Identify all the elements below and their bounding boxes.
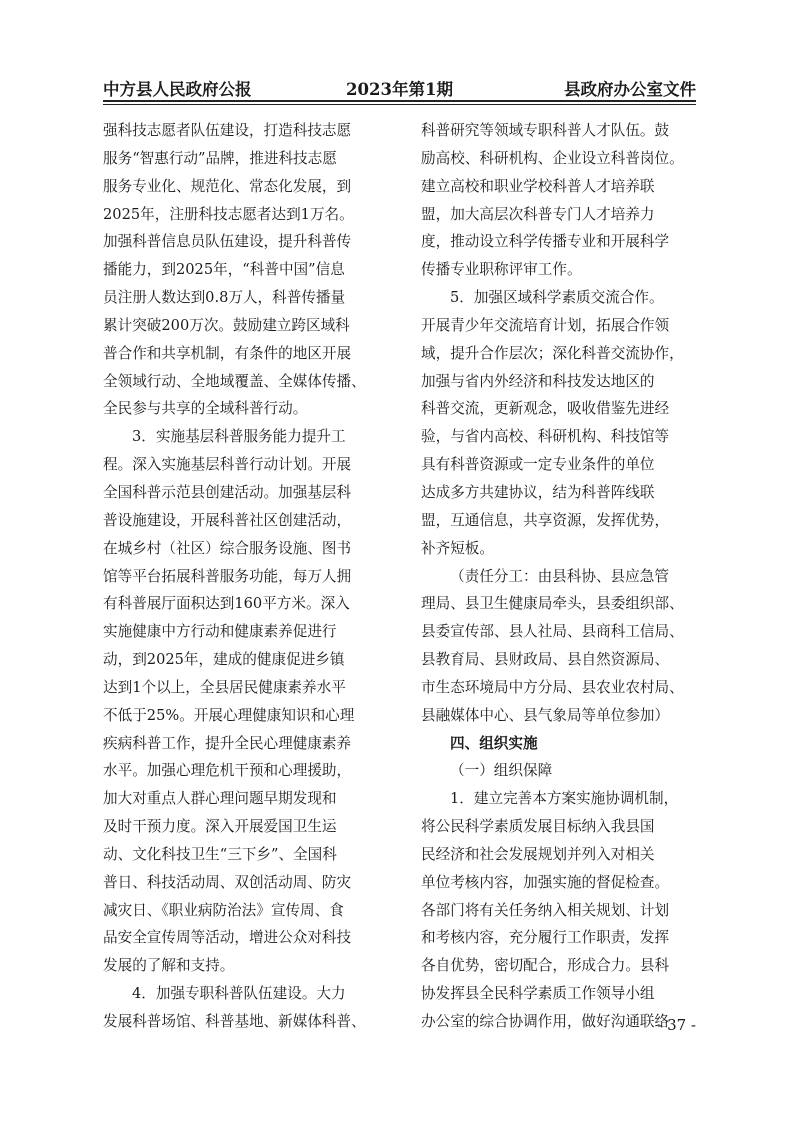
text-line: 播能力，到2025年，“科普中国”信息 [103,261,345,279]
paragraph-volunteers-continued [103,117,383,423]
text-line: 普设施建设，开展科普社区创建活动， [103,511,352,529]
text-line: 普日、科技活动周、双创活动周、防灾 [103,873,352,891]
header-section: 县政府办公室文件 [564,80,696,99]
text-line: 发展的了解和支持。 [103,957,235,975]
header-issue: 2023年第1期 [346,80,453,99]
text-line: 盟，互通信息，共享资源，发挥优势， [421,511,670,529]
text-line: 办公室的综合协调作用，做好沟通联络 [421,1013,670,1030]
text-line: 达成多方共建协议，结为科普阵线联 [421,483,655,501]
text-line: 开展青少年交流培育计划，拓展合作领 [421,316,670,334]
text-line: 和考核内容，充分履行工作职责，发挥 [421,929,670,947]
text-line: 补齐短板。 [421,539,494,557]
text-line: 盟，加大高层次科普专门人才培养力 [421,205,655,223]
text-line: 全民参与共享的全域科普行动。 [103,400,308,418]
text-line: 不低于25%。开展心理健康知识和心理 [103,706,355,724]
paragraph-responsibility [421,563,701,730]
text-line: 县教育局、县财政局、县自然资源局、 [421,651,670,669]
text-line: 验，与省内高校、科研机构、科技馆等 [421,428,670,446]
paragraph-item-3 [103,423,383,980]
text-line: 动、文化科技卫生“三下乡”、全国科 [103,845,337,863]
header-rule-thin [103,104,696,105]
paragraph-org-item-1 [421,785,701,1036]
section-heading [421,730,701,758]
text-line: 具有科普资源或一定专业条件的单位 [421,456,655,474]
text-line: 品安全宣传周等活动，增进公众对科技 [103,929,352,947]
text-line: 在城乡村（社区）综合服务设施、图书 [103,539,352,557]
text-line: 科普交流，更新观念，吸收借鉴先进经 [421,400,670,418]
text-line: 县委宣传部、县人社局、县商科工信局、 [421,623,684,641]
text-line: 实施健康中方行动和健康素养促进行 [103,623,337,641]
text-line: 员注册人数达到0.8万人，科普传播量 [103,289,346,307]
text-line: 及时干预力度。深入开展爱国卫生运 [103,818,337,836]
text-line: 单位考核内容，加强实施的督促检查。 [421,873,670,891]
subsection-heading [421,757,701,785]
heading-line: （一）组织保障 [450,762,553,780]
text-line: 5．加强区域科学素质交流合作。 [450,289,664,307]
text-line: 发展科普场馆、科普基地、新媒体科普、 [103,1013,366,1030]
text-line: 2025年，注册科技志愿者达到1万名。 [103,205,354,223]
text-line: 市生态环境局中方分局、县农业农村局、 [421,678,684,696]
text-line: 全领域行动、全地域覆盖、全媒体传播、 [103,372,366,390]
text-line: 度，推动设立科学传播专业和开展科学 [421,233,670,251]
page-header [103,74,696,100]
text-line: （责任分工：由县科协、县应急管 [450,567,669,585]
text-line: 域，提升合作层次；深化科普交流协作， [421,344,684,362]
text-line: 减灾日、《职业病防治法》宣传周、食 [103,901,344,919]
text-line: 水平。加强心理危机干预和心理援助， [103,762,352,780]
text-line: 强科技志愿者队伍建设，打造科技志愿 [103,122,352,139]
text-line: 馆等平台拓展科普服务功能，每万人拥 [103,567,352,585]
text-line: 理局、县卫生健康局牵头，县委组织部、 [421,595,684,613]
text-line: 3．实施基层科普服务能力提升工 [132,428,346,446]
text-line: 各部门将有关任务纳入相关规划、计划 [421,901,670,919]
text-line: 累计突破200万次。鼓励建立跨区域科 [103,316,350,334]
text-line: 动，到2025年，建成的健康促进乡镇 [103,651,345,669]
text-line: 服务专业化、规范化、常态化发展，到 [103,177,352,195]
paragraph-item-4-continued [421,117,701,284]
text-line: 普合作和共享机制，有条件的地区开展 [103,344,352,362]
text-line: 传播专业职称评审工作。 [421,261,582,279]
text-line: 4．加强专职科普队伍建设。大力 [132,985,346,1003]
text-line: 程。深入实施基层科普行动计划。开展 [103,456,352,474]
text-line: 励高校、科研机构、企业设立科普岗位。 [421,149,684,167]
text-line: 达到1个以上，全县居民健康素养水平 [103,678,346,696]
left-column [103,117,383,1036]
text-line: 建立高校和职业学校科普人才培养联 [421,177,655,195]
text-line: 1．建立完善本方案实施协调机制， [450,790,679,808]
text-line: 加强与省内外经济和科技发达地区的 [421,372,655,390]
paragraph-item-5 [421,284,701,562]
page-number: - 37 - [657,1016,696,1034]
heading-line: 四、组织实施 [450,734,538,752]
text-line: 加大对重点人群心理问题早期发现和 [103,790,337,808]
text-line: 县融媒体中心、县气象局等单位参加） [421,706,670,724]
right-column [421,117,701,1036]
text-line: 加强科普信息员队伍建设，提升科普传 [103,233,352,251]
paragraph-item-4 [103,980,383,1036]
text-line: 疾病科普工作，提升全民心理健康素养 [103,734,352,752]
text-line: 全国科普示范县创建活动。加强基层科 [103,483,352,501]
text-line: 协发挥县全民科学素质工作领导小组 [421,985,655,1003]
text-line: 服务“智惠行动”品牌，推进科技志愿 [103,149,337,167]
header-publication-title: 中方县人民政府公报 [103,80,252,99]
text-line: 各自优势，密切配合，形成合力。县科 [421,957,670,975]
text-line: 科普研究等领域专职科普人才队伍。鼓 [421,122,670,139]
text-line: 有科普展厅面积达到160平方米。深入 [103,595,350,613]
text-line: 将公民科学素质发展目标纳入我县国 [421,818,655,836]
text-line: 民经济和社会发展规划并列入对相关 [421,845,655,863]
header-rule-thick [103,100,696,102]
